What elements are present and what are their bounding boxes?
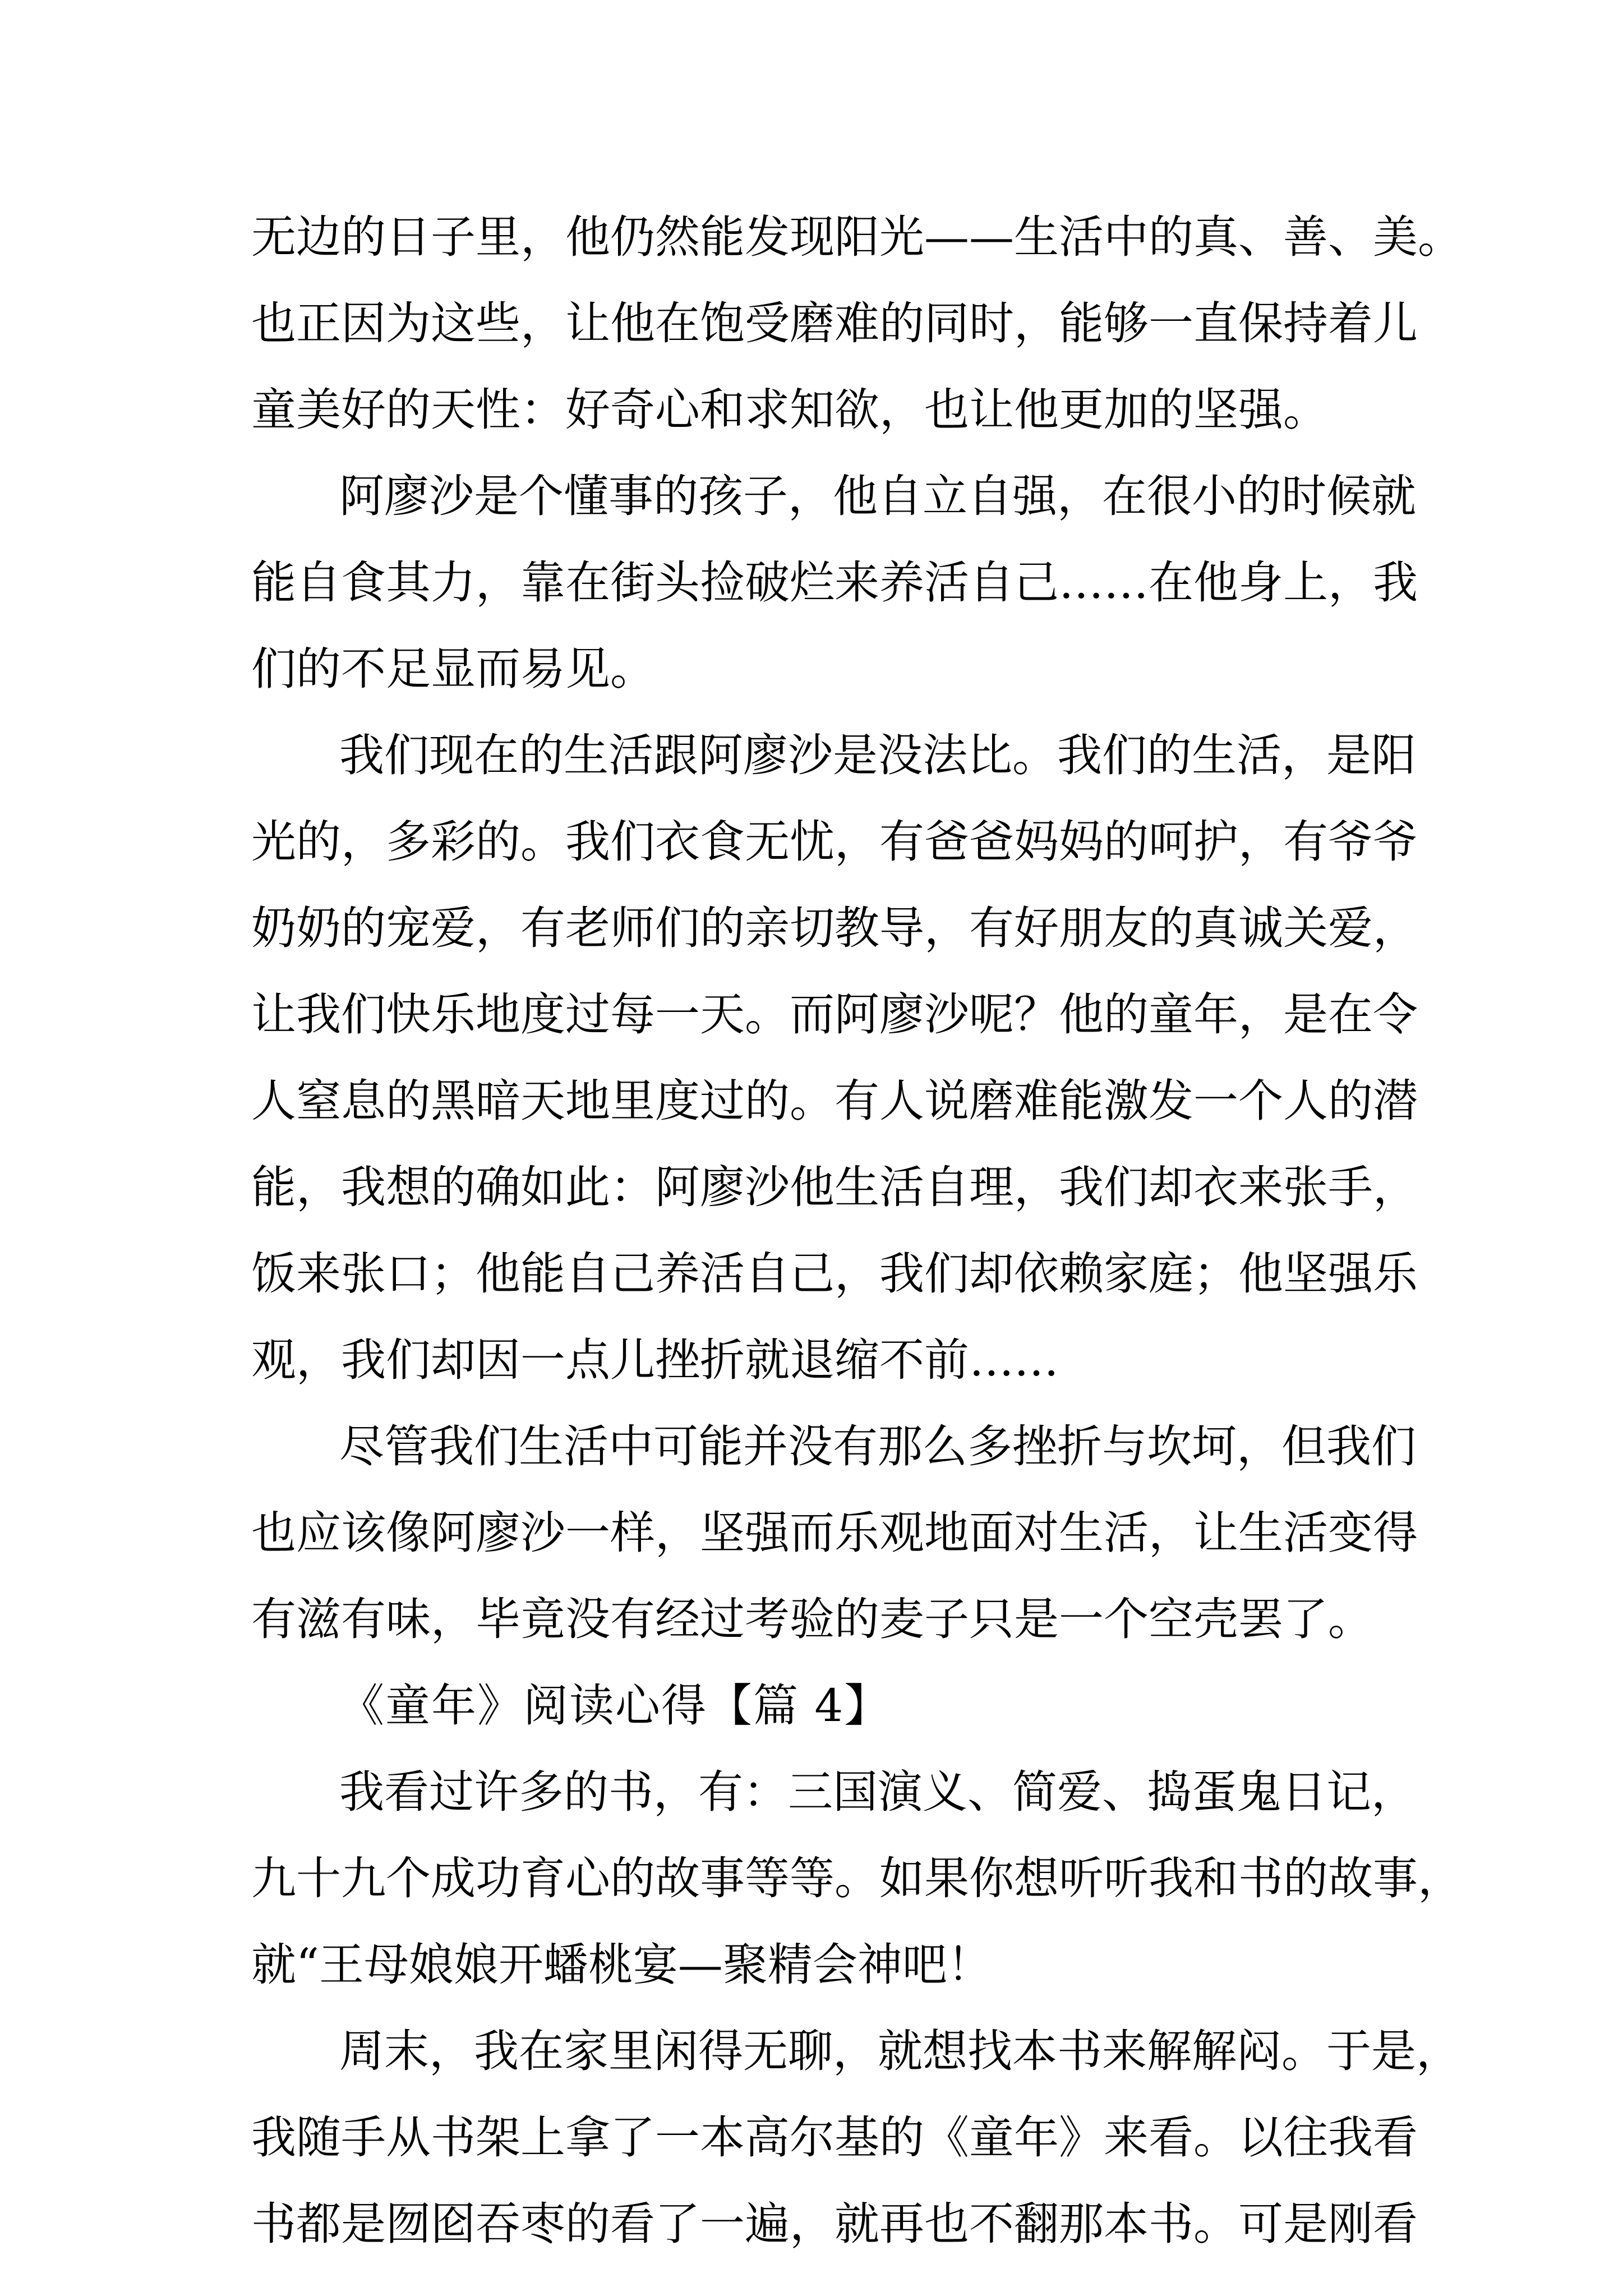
text-line: 让我们快乐地度过每一天。而阿廖沙呢？他的童年，是在令 <box>251 988 1418 1041</box>
text-line: 周末，我在家里闲得无聊，就想找本书来解解闷。于是， <box>339 2025 1461 2077</box>
text-line: 童美好的天性：好奇心和求知欲，也让他更加的坚强。 <box>251 384 1328 436</box>
text-line: 尽管我们生活中可能并没有那么多挫折与坎坷，但我们 <box>339 1420 1416 1473</box>
text-line: 我看过许多的书，有：三国演义、简爱、捣蛋鬼日记， <box>339 1766 1416 1818</box>
text-line: 饭来张口；他能自己养活自己，我们却依赖家庭；他坚强乐 <box>251 1248 1418 1300</box>
text-line: 我们现在的生活跟阿廖沙是没法比。我们的生活，是阳 <box>339 729 1416 781</box>
text-line: 书都是囫囵吞枣的看了一遍，就再也不翻那本书。可是刚看 <box>251 2198 1418 2250</box>
text-line: 阿廖沙是个懂事的孩子，他自立自强，在很小的时候就 <box>339 470 1416 522</box>
section-heading: 《童年》阅读心得【篇 4】 <box>339 1680 891 1732</box>
text-line: 我随手从书架上拿了一本高尔基的《童年》来看。以往我看 <box>251 2111 1418 2164</box>
text-line: 能自食其力，靠在街头捡破烂来养活自己……在他身上，我 <box>251 556 1418 609</box>
text-line: 九十九个成功育心的故事等等。如果你想听听我和书的故事， <box>251 1852 1463 1904</box>
text-line: 们的不足显而易见。 <box>251 643 655 695</box>
text-line: 奶奶的宠爱，有老师们的亲切教导，有好朋友的真诚关爱， <box>251 902 1418 954</box>
text-line: 无边的日子里，他仍然能发现阳光——生活中的真、善、美。 <box>251 211 1463 263</box>
text-line: 观，我们却因一点儿挫折就退缩不前…… <box>251 1334 1059 1386</box>
text-line: 光的，多彩的。我们衣食无忧，有爸爸妈妈的呵护，有爷爷 <box>251 816 1418 868</box>
text-line: 人窒息的黑暗天地里度过的。有人说磨难能激发一个人的潜 <box>251 1075 1418 1127</box>
text-line: 就“王母娘娘开蟠桃宴—聚精会神吧！ <box>251 1939 992 1991</box>
text-line: 也应该像阿廖沙一样，坚强而乐观地面对生活，让生活变得 <box>251 1507 1418 1559</box>
text-line: 有滋有味，毕竟没有经过考验的麦子只是一个空壳罢了。 <box>251 1593 1373 1645</box>
text-line: 也正因为这些，让他在饱受磨难的同时，能够一直保持着儿 <box>251 297 1418 349</box>
text-line: 能，我想的确如此：阿廖沙他生活自理，我们却衣来张手， <box>251 1161 1418 1213</box>
